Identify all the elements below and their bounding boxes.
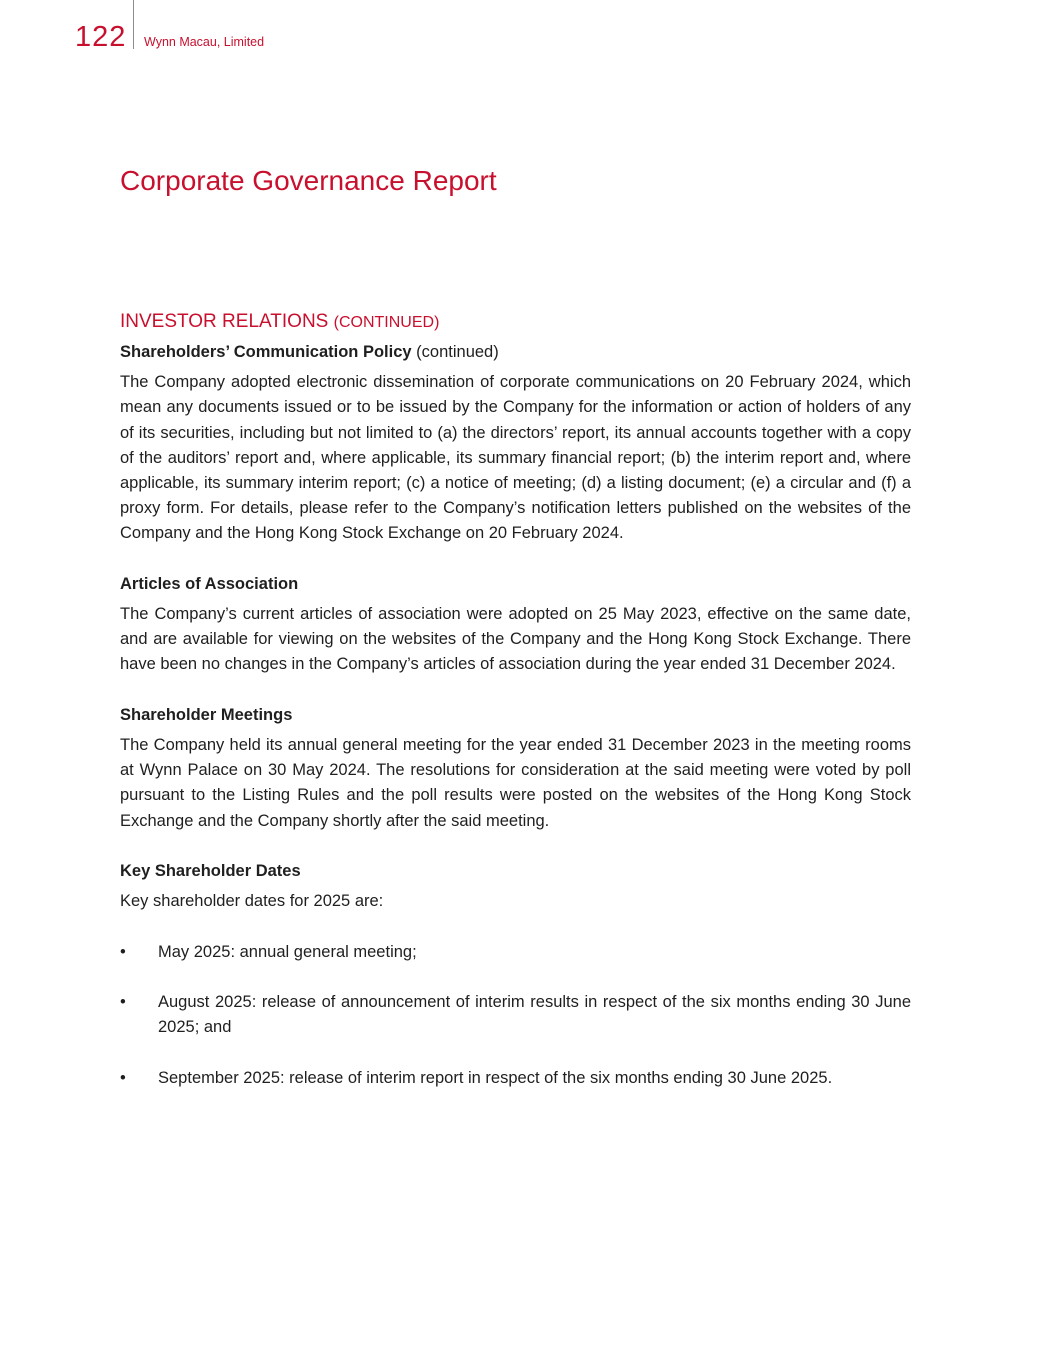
company-name: Wynn Macau, Limited (144, 35, 265, 49)
meetings-body: The Company held its annual general meeting for the year ended 31 December 2023 in the meeting rooms at Wynn Palace on 30 May 2024. The resolutions for consideration at the said meeting were voted by poll pursuant to the Listing Rules and the poll results were posted on the websites of the Hong Kong Stock Exchange and the Company shortly after the said meeting. (120, 736, 911, 830)
communication-policy-body: The Company adopted electronic dissemination of corporate communications on 20 February 2024, which mean any documents issued or to be issued by the Company for the information or action of holders of any of its securities, including but not limited to (a) the directors’ report, its annual accounts together with a copy of the auditors’ report and, where applicable, its summary financial report; (b) the interim report and, where applicable, its summary interim report; (c) a notice of meeting; (d) a listing document; (e) a circular and (f) a proxy form. For details, please refer to the Company’s notification letters published on the websites of the Company and the Hong Kong Stock Exchange on 20 February 2024. (120, 373, 911, 543)
page-number: 122 (75, 21, 127, 53)
list-item (120, 940, 911, 965)
key-dates-heading (120, 859, 911, 884)
list-item (120, 990, 911, 1040)
main-content (120, 309, 911, 1116)
communication-policy-heading-suffix: (continued) (416, 343, 499, 361)
section-heading-text: INVESTOR RELATIONS (120, 311, 329, 332)
key-dates-list (120, 940, 911, 1091)
list-item-text: August 2025: release of announcement of interim results in respect of the six months ending 30 June 2025; and (158, 993, 911, 1037)
communication-policy-heading-text: Shareholders’ Communication Policy (120, 343, 412, 361)
list-item-text: May 2025: annual general meeting; (158, 942, 417, 961)
list-item-text: September 2025: release of interim report in respect of the six months ending 30 June 2025. (158, 1068, 833, 1087)
meetings-heading (120, 703, 911, 728)
communication-policy-heading (120, 340, 911, 365)
section-heading-suffix: (CONTINUED) (333, 314, 440, 331)
bullet-icon: • (120, 1068, 126, 1087)
bullet-icon: • (120, 993, 126, 1011)
articles-heading-text: Articles of Association (120, 574, 299, 593)
section-heading (120, 309, 911, 336)
report-title: Corporate Governance Report (120, 165, 497, 196)
key-dates-heading-text: Key Shareholder Dates (120, 862, 301, 881)
key-dates-intro: Key shareholder dates for 2025 are: (120, 892, 384, 911)
articles-heading (120, 572, 911, 597)
list-item (120, 1066, 911, 1091)
articles-body: The Company’s current articles of association were adopted on 25 May 2023, effective on the same date, and are available for viewing on the websites of the Company and the Hong Kong Stock Exchange. There have been no changes in the Company’s articles of association during the year ended 31 December 2024. (120, 605, 911, 674)
header-divider (133, 0, 134, 49)
bullet-icon: • (120, 942, 126, 961)
meetings-heading-text: Shareholder Meetings (120, 705, 293, 724)
